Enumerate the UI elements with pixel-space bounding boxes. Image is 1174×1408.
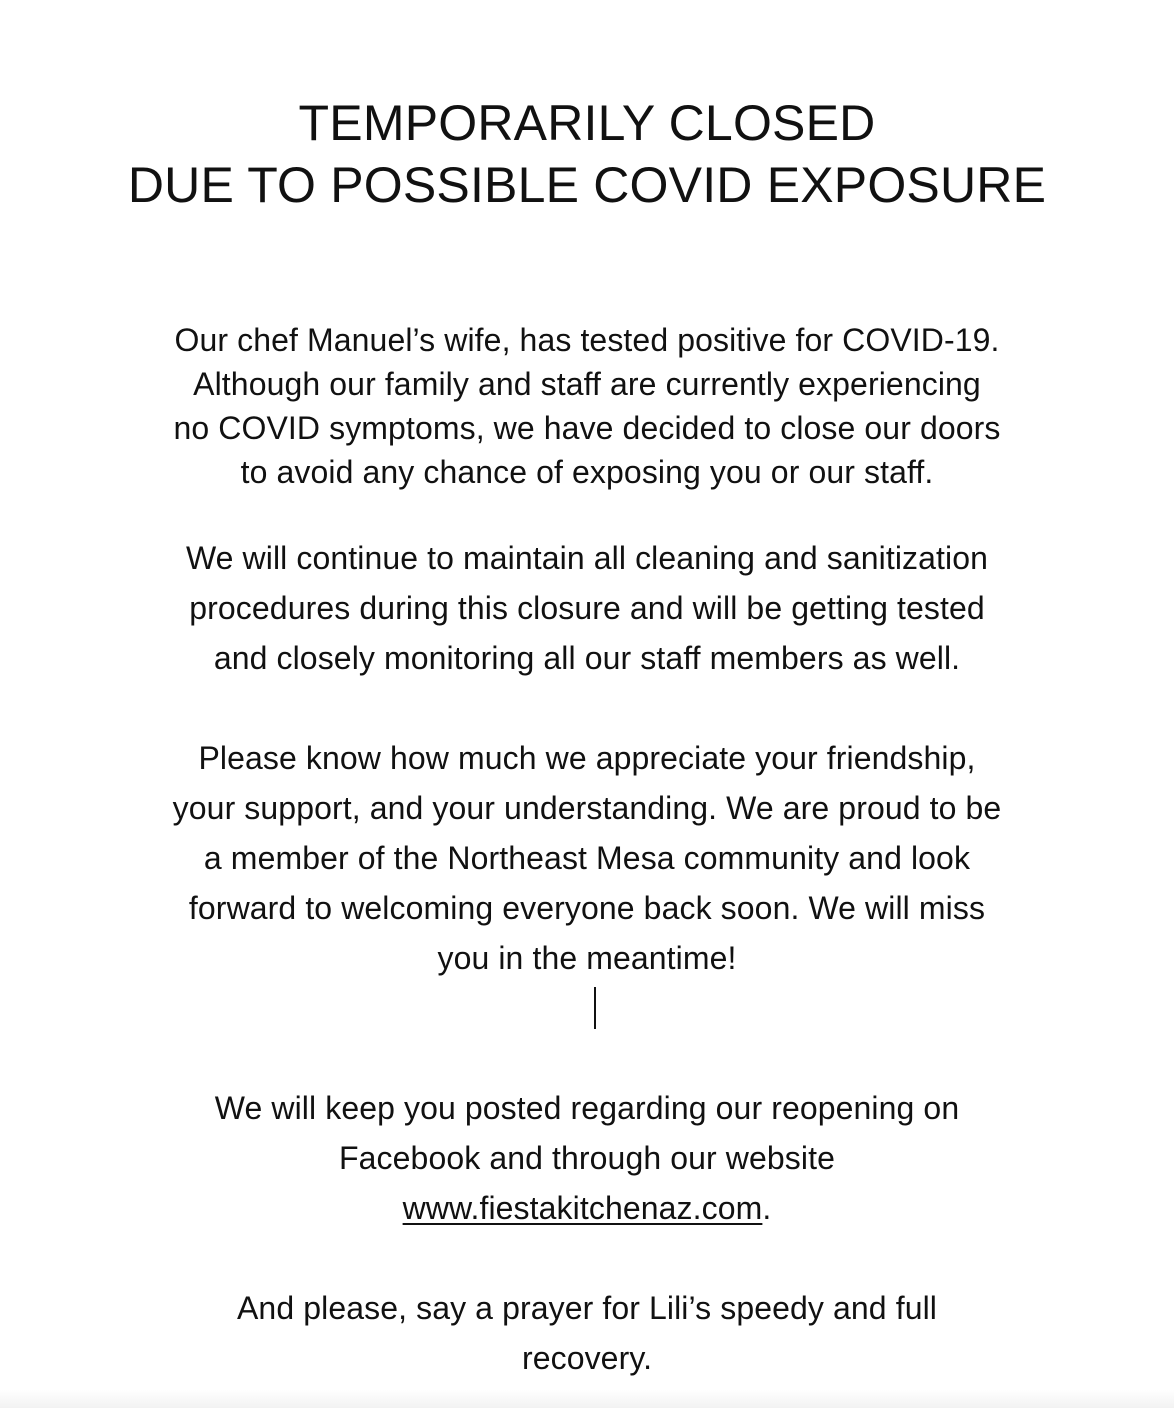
text-line: And please, say a prayer for Lili’s speedy and full (236, 1290, 938, 1326)
text-line: Our chef Manuel’s wife, has tested positive for COVID-19. (174, 322, 1000, 358)
text-line: your support, and your understanding. We are proud to be (172, 790, 1002, 826)
text-line: forward to welcoming everyone back soon. We will miss (188, 890, 986, 926)
title-line-2: DUE TO POSSIBLE COVID EXPOSURE (127, 157, 1047, 213)
updates-paragraph (87, 1083, 1087, 1233)
link-period: . (762, 1190, 772, 1226)
covid-exposure-paragraph (87, 318, 1087, 494)
text-line: We will keep you posted regarding our reopening on (214, 1090, 960, 1126)
bottom-edge-shadow (0, 1390, 1174, 1408)
text-line: procedures during this closure and will be getting tested (189, 590, 985, 626)
website-link[interactable]: www.fiestakitchenaz.com (402, 1190, 763, 1226)
text-line: and closely monitoring all our staff members as well. (213, 640, 961, 676)
text-line: We will continue to maintain all cleaning and sanitization (185, 540, 989, 576)
text-line: to avoid any chance of exposing you or our staff. (240, 454, 934, 490)
website-line (87, 1183, 1087, 1233)
text-line: Facebook and through our website (339, 1140, 835, 1176)
sanitization-paragraph (87, 533, 1087, 683)
title-line-1: TEMPORARILY CLOSED (298, 95, 876, 151)
text-line: a member of the Northeast Mesa community and look (203, 840, 971, 876)
text-line: you in the meantime! (437, 940, 737, 976)
text-cursor (594, 987, 596, 1029)
text-line: Please know how much we appreciate your friendship, (198, 740, 976, 776)
text-line: recovery. (521, 1340, 653, 1376)
prayer-paragraph (87, 1283, 1087, 1383)
appreciation-paragraph (87, 733, 1087, 983)
notice-title (0, 92, 1174, 216)
text-line: no COVID symptoms, we have decided to close our doors (173, 410, 1001, 446)
text-line: Although our family and staff are currently experiencing (193, 366, 981, 402)
